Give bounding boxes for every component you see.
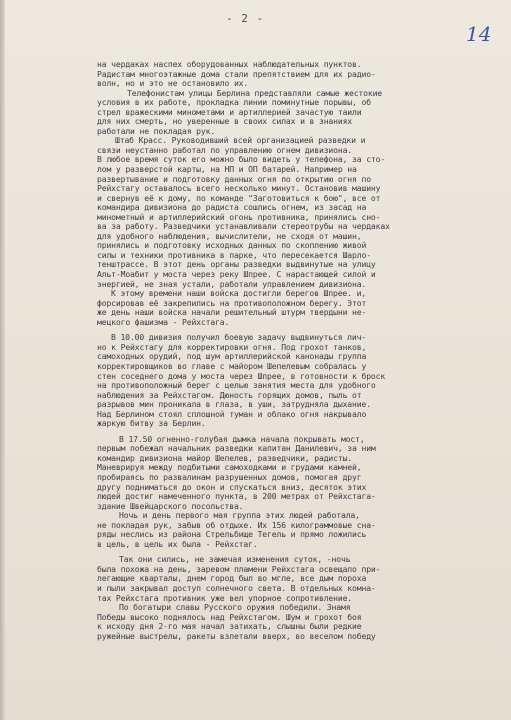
text-line: Альт-Моабит у моста через реку Шпрее. С нарастающей силой и: [97, 270, 376, 280]
page-edge-shadow: [0, 0, 5, 720]
text-line: ряды неслись из района Стрельбище Тегель и прямо ложились: [97, 530, 367, 540]
text-line: здание Швейцарского посольства.: [97, 501, 244, 511]
text-line: ва за работу. Разведчики устанавливали стереотрубы на чердаках: [97, 222, 390, 232]
text-line: ружейные выстрелы, ракеты взлетали вверх, во веселом победу: [97, 631, 376, 641]
text-line: Так они сились, не замечая изменения суток, -ночь: [119, 555, 351, 565]
text-line: пробираясь по развалинам разрушенных домов, помогая друг: [97, 472, 362, 482]
text-line: В 17.50 огненно-голубая дымка начала покрывать мост,: [119, 434, 365, 444]
text-line: на противоположный берег с целью занятия места для удобного: [97, 381, 376, 391]
text-line: самоходных орудий, под шум артиллерийской канонады группа: [97, 352, 367, 362]
page-number: - 2 -: [226, 12, 265, 25]
text-line: Ночь и день первого мая группа этих людей работала,: [119, 511, 360, 521]
text-line: энергией, не зная устали, работали управлением дивизиона.: [97, 279, 367, 289]
text-line: корректировщиков во главе с майором Шепелевым собралась у: [97, 361, 367, 371]
text-line: и пыли закрывал доступ солнечного света. В отдельных комна-: [97, 583, 376, 593]
text-line: развертывание и подготовку данных огня по открытию огня по: [97, 174, 371, 184]
text-line: принялись и подготовку исходных данных по скоплению живой: [97, 241, 367, 251]
text-line: легающие кварталы, днем город был во мгле, все дым пороха: [97, 574, 367, 584]
text-line: По богатыри славы Русского оружия победили. Знамя: [119, 603, 351, 613]
text-line: была похожа на день, заревом пламени Рейхстага освещало при-: [97, 564, 381, 574]
text-line: Телефонистам улицы Берлина представляли самые жестокие: [127, 88, 383, 98]
text-line: на чердаках наспех оборудованных наблюдательных пунктов.: [97, 60, 362, 69]
text-line: Маневрируя между подбитыми самоходками и грудами камней,: [97, 463, 362, 473]
text-line: Победы высоко поднялось над Рейхстагом. Шум и грохот боя: [97, 612, 362, 622]
text-line: стрел вражескими минометами и артиллерией зачастую таили: [97, 107, 362, 117]
text-line: тах Рейхстага противник уже вел упорное сопротивление.: [97, 593, 353, 603]
text-line: работали не покладая рук.: [97, 126, 216, 136]
text-line: К этому времени наши войска достигли берегов Шпрее. и,: [111, 289, 367, 299]
typewritten-body: [97, 60, 497, 641]
text-line: В 10.00 дивизия получил боевую задачу выдвинуться лич-: [111, 333, 367, 343]
text-line: командира дивизиона до радиста сошлись огнем, из засад на: [97, 203, 367, 213]
text-line: стен соседнего дома у моста через Шпрее, в готовности к броск: [97, 371, 386, 381]
text-line: для удобного наблюдения, вычислители, не сходя от машин,: [97, 231, 362, 241]
text-line: мецкого фашизма - Рейхстага.: [97, 317, 230, 327]
text-line: командир дивизиона майор Шепелев, разведчики, радисты.: [97, 453, 353, 463]
text-line: Радистам многоэтажные дома стали препятствием для их радио-: [97, 69, 376, 79]
text-line: лом у разверстой карты, на НП и ОП батарей. Например на: [97, 165, 357, 175]
handwritten-archive-number: 14: [466, 22, 492, 46]
text-line: волн, но и это не остановило их.: [97, 79, 249, 89]
text-line: в цель, в цель их была - Рейхстаг.: [97, 539, 258, 549]
text-line: минометный и артиллерийский огонь противника, принялись сно-: [97, 212, 381, 222]
text-line: другу подниматься до окон и спускаться вниз, десяток этих: [97, 482, 367, 492]
text-line: тенштрассе. В этот день органы разведки выдвинутые на улицу: [97, 260, 376, 270]
text-line: В любое время суток его можно было видеть у телефона, за сто-: [97, 155, 386, 165]
text-line: форсировав её закрепились на противоположном берегу. Этот: [97, 298, 367, 308]
text-line: же день наши войска начали решительный штурм твердыни не-: [97, 308, 367, 318]
text-line: Над Берлином стоял сплошной туман и облако огня накрывало: [97, 409, 367, 419]
text-line: первым побежал начальник разведки капитан Данилевич, за ним: [97, 444, 376, 454]
text-line: для них смерть, но уверенные в своих силах и в знаниях: [97, 117, 353, 127]
text-line: условия в их работе, прокладка линии поминутные порывы, об: [97, 98, 371, 108]
text-line: разрывов мин проникала в глаза, в уши, затрудняла дыхание.: [97, 400, 371, 410]
text-line: Рейхстагу оставалось всего несколько минут. Остановив машину: [97, 184, 381, 194]
text-line: силы и техники противника в парке, что пересекается Шарло-: [97, 250, 371, 260]
text-line: к исходу дня 2-го мая начал затихать, слышны были редкие: [97, 622, 362, 632]
text-line: наблюдения за Рейхстагом. Дюность горящих домов, пыль от: [97, 390, 362, 400]
text-line: и свернув её к дому, по команде "Заготовиться к бою", все от: [97, 193, 381, 203]
text-line: но к Рейхстагу для корректировки огня. Под грохот танков,: [97, 342, 367, 352]
text-line: не покладая рук, забыв об отдыхе. Их 156 килограммовые сна-: [97, 520, 376, 530]
text-line: связи неустанно работал по управлению огнем дивизиона.: [97, 145, 353, 155]
text-line: жаркую битву за Берлин.: [97, 419, 206, 429]
text-line: людей достиг намеченного пункта, в 200 метрах от Рейхстага-: [97, 492, 376, 502]
text-line: Штаб Красс. Руководивший всей организацией разведки и: [115, 136, 366, 146]
